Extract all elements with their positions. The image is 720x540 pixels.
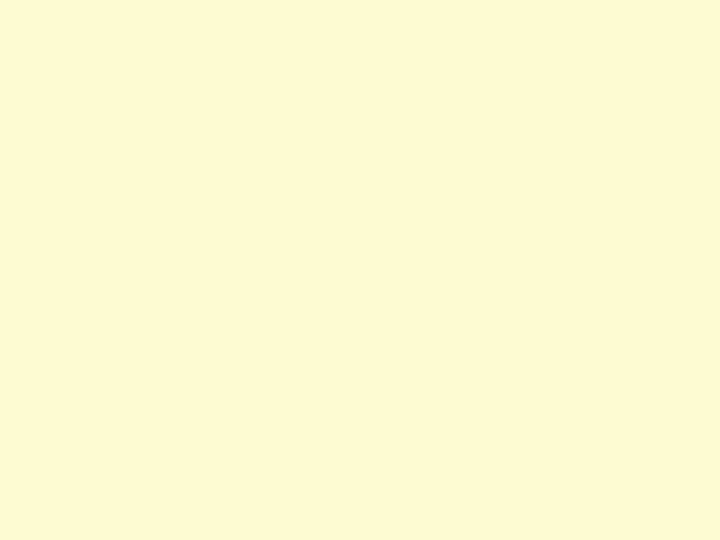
column-2003 — [552, 0, 652, 540]
column-2001 — [331, 0, 431, 540]
bottom-decorative-band — [0, 532, 720, 540]
column-2002 — [446, 0, 546, 540]
